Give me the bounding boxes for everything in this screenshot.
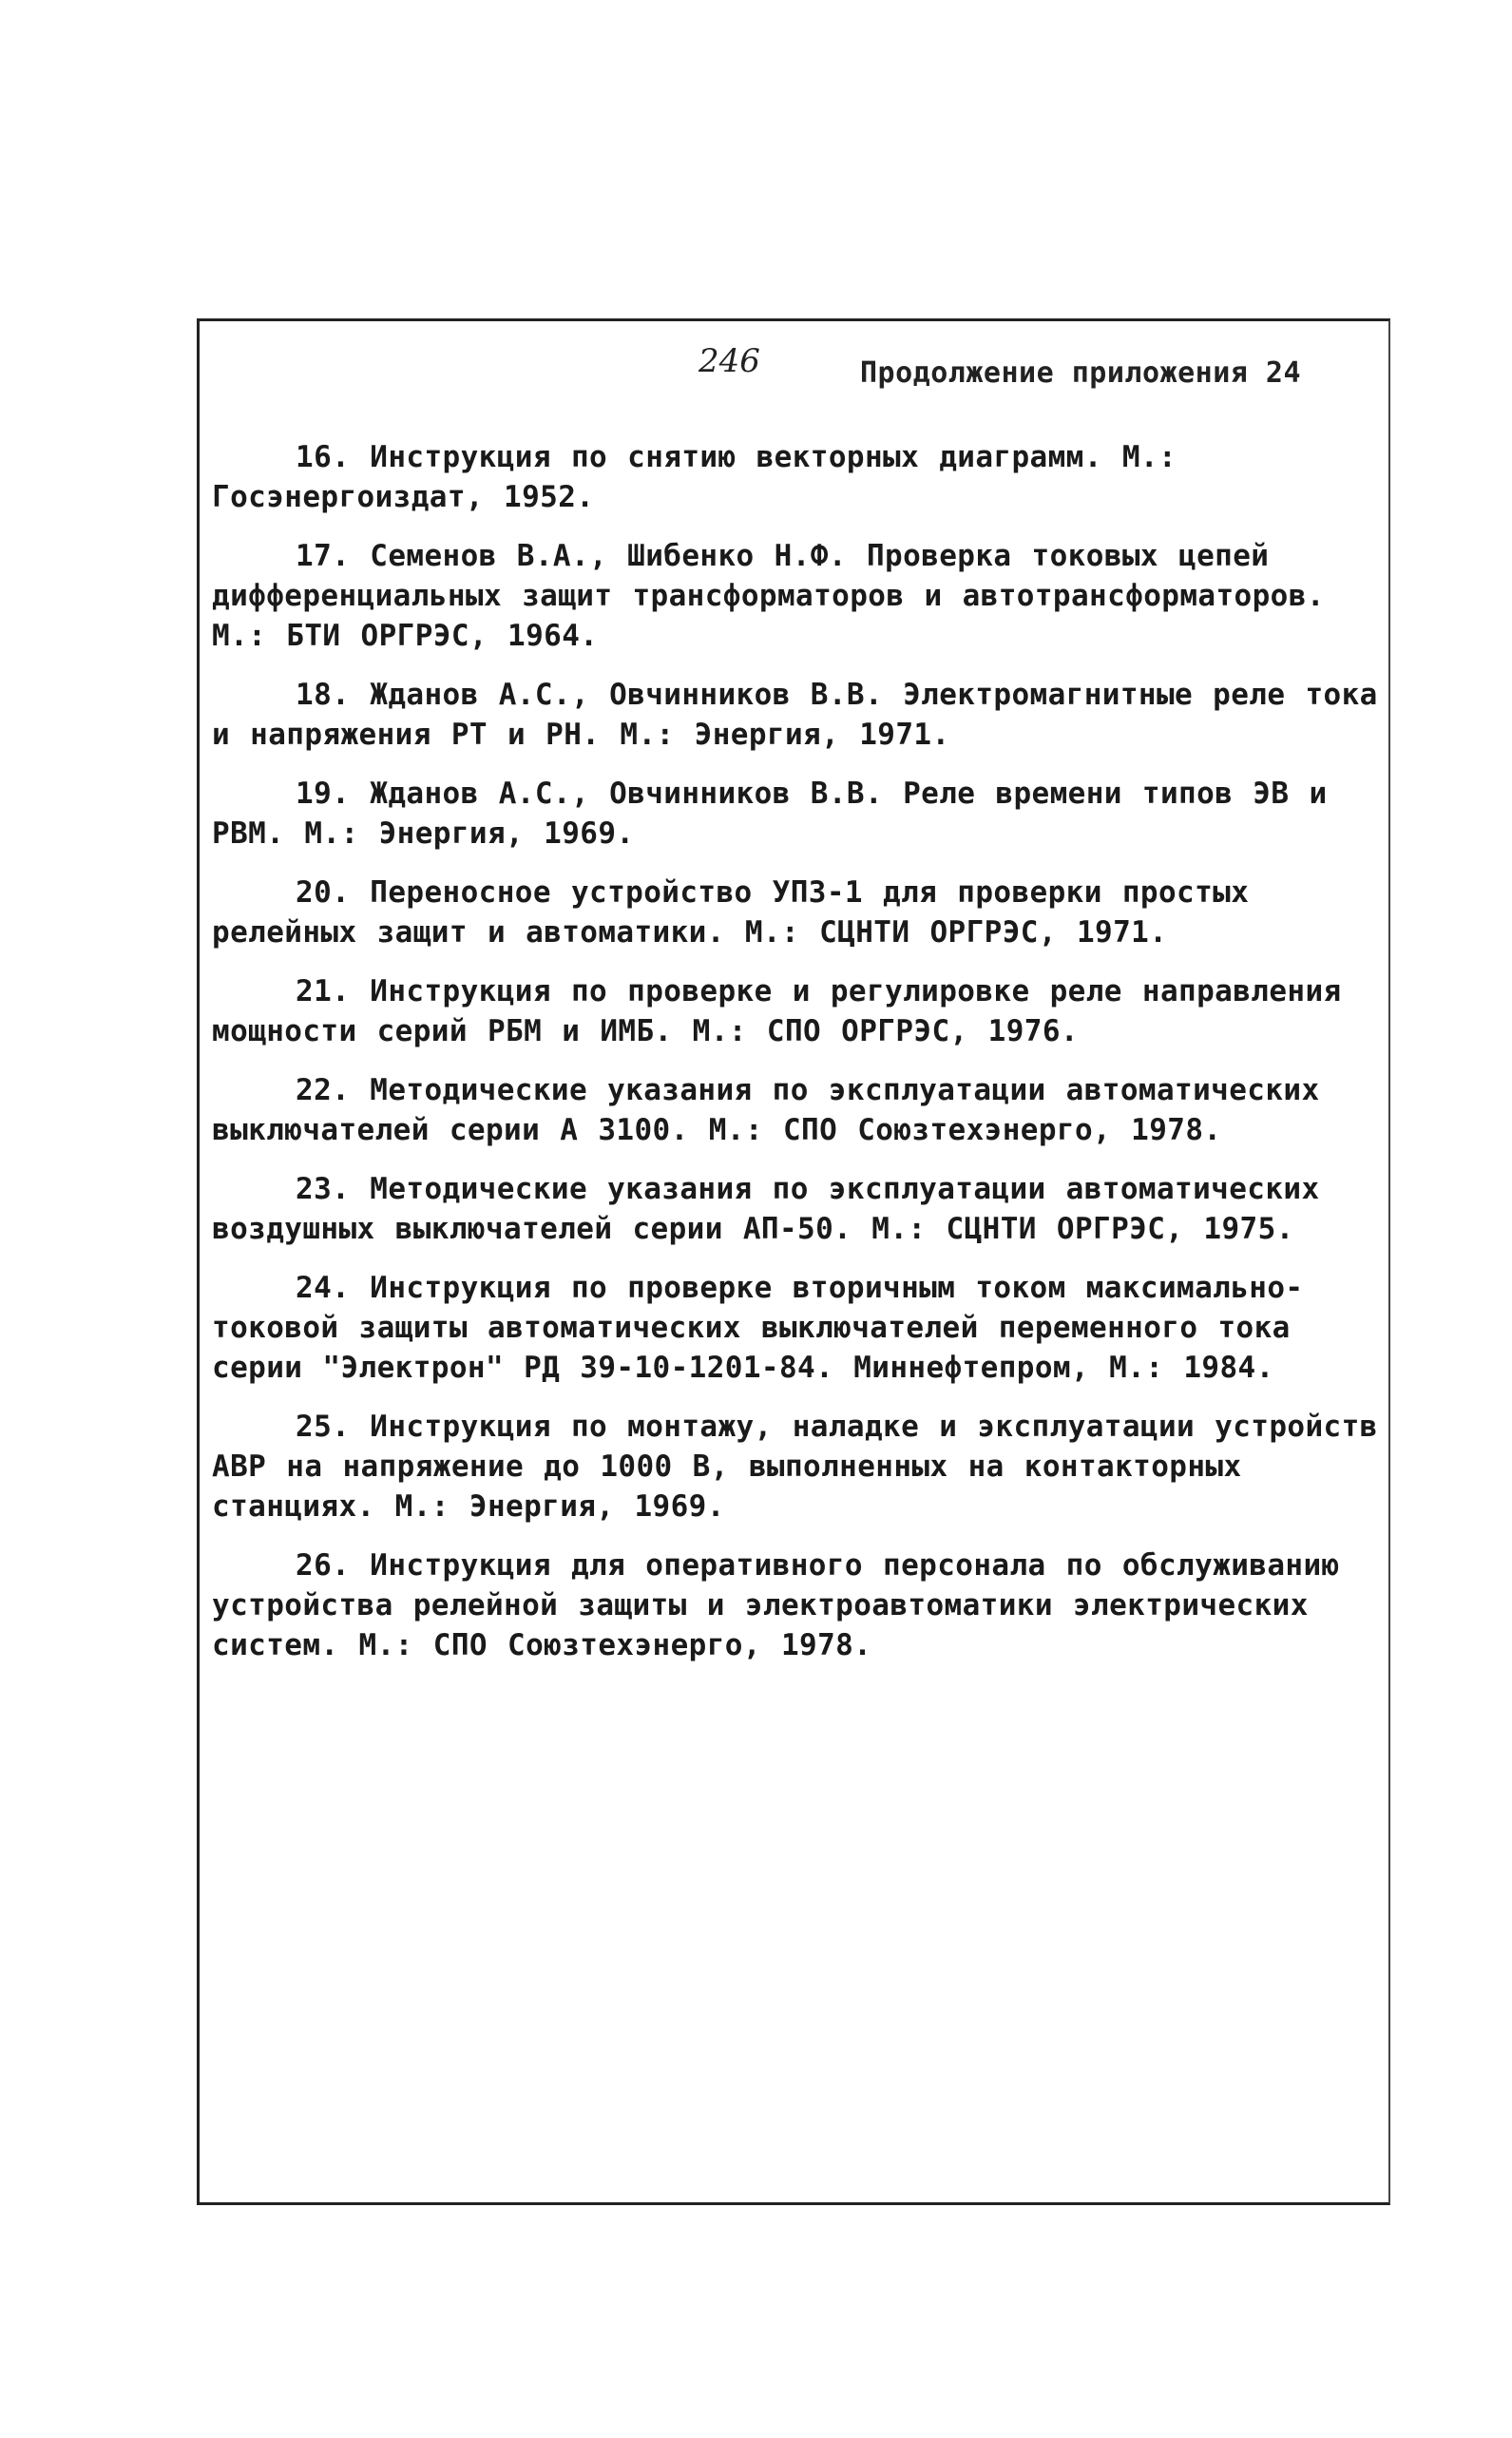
reference-item-20: 20. Переносное устройство УПЗ-1 для проверки простых релейных защит и автоматики. М.: СЦНТИ ОРГРЭС, 1971.	[212, 875, 1250, 950]
page-number: 246	[699, 342, 760, 380]
reference-item-16: 16. Инструкция по снятию векторных диаграмм. М.: Госэнергоиздат, 1952.	[212, 440, 1177, 514]
reference-item-26: 26. Инструкция для оперативного персонала по обслуживанию устройства релейной защиты и электроавтоматики электрических систем. М.: СПО Союзтехэнерго, 1978.	[212, 1548, 1340, 1662]
reference-item-21: 21. Инструкция по проверке и регулировке реле направления мощности серий РБМ и ИМБ. М.: СПО ОРГРЭС, 1976.	[212, 974, 1342, 1048]
reference-item-22: 22. Методические указания по эксплуатации автоматических выключателей серии А 3100. М.: СПО Союзтехэнерго, 1978.	[212, 1073, 1320, 1147]
reference-item-19: 19. Жданов А.С., Овчинников В.В. Реле времени типов ЭВ и РВМ. М.: Энергия, 1969.	[212, 777, 1328, 851]
reference-item-23: 23. Методические указания по эксплуатации автоматических воздушных выключателей серии АП-50. М.: СЦНТИ ОРГРЭС, 1975.	[212, 1172, 1320, 1246]
reference-list	[212, 437, 1383, 1684]
reference-item-18: 18. Жданов А.С., Овчинников В.В. Электромагнитные реле тока и напряжения РТ и РН. М.: Энергия, 1971.	[212, 678, 1378, 752]
reference-item-17: 17. Семенов В.А., Шибенко Н.Ф. Проверка токовых цепей дифференциальных защит трансформаторов и автотрансформаторов. М.: БТИ ОРГРЭС, 1964.	[212, 539, 1325, 653]
reference-item-25: 25. Инструкция по монтажу, наладке и эксплуатации устройств АВР на напряжение до 1000 В, выполненных на контакторных станциях. М.: Энергия, 1969.	[212, 1410, 1378, 1524]
continuation-header: Продолжение приложения 24	[860, 356, 1302, 390]
reference-item-24: 24. Инструкция по проверке вторичным током максимально-токовой защиты автоматических выключателей переменного тока серии "Электрон" РД 39-10-1201-84. Миннефтепром, М.: 1984.	[212, 1271, 1304, 1385]
